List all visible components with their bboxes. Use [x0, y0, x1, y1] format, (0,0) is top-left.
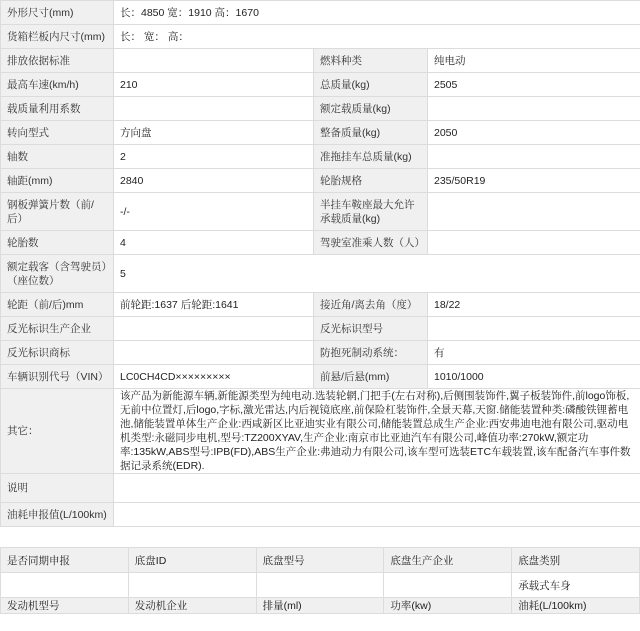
spec-value: -/-	[114, 193, 314, 231]
spec-label: 车辆识别代号（VIN）	[1, 365, 114, 389]
spec-value: 方向盘	[114, 121, 314, 145]
spec-label: 反光标识商标	[1, 341, 114, 365]
spec-row	[1, 145, 640, 169]
spec-label: 反光标识生产企业	[1, 317, 114, 341]
chassis-cell-id	[128, 573, 256, 598]
chassis-header-maker: 底盘生产企业	[384, 548, 512, 573]
chassis-cell-model	[256, 573, 384, 598]
spec-value: 2	[114, 145, 314, 169]
chassis-header-type: 底盘类别	[512, 548, 640, 573]
spec-row	[1, 255, 640, 293]
spec-label: 总质量(kg)	[314, 73, 428, 97]
spec-value	[114, 503, 640, 527]
engine-header-model: 发动机型号	[1, 598, 129, 614]
spec-label: 准拖挂车总质量(kg)	[314, 145, 428, 169]
spec-label: 货箱栏板内尺寸(mm)	[1, 25, 114, 49]
spec-value	[428, 145, 640, 169]
spec-value: 2050	[428, 121, 640, 145]
spec-value: 2505	[428, 73, 640, 97]
spec-value: 4	[114, 231, 314, 255]
spec-row	[1, 389, 640, 474]
spec-value: 1010/1000	[428, 365, 640, 389]
spec-value: 该产品为新能源车辆,新能源类型为纯电动.选装轮辋,门把手(左右对称),后侧围装饰件,翼子板装饰件,前logo饰板,无前中位置灯,后logo,字标,激光雷达,内后视镜底座,前保险杠装饰件,全景天幕,天窗.储能装置种类:磷酸铁锂蓄电池,储能装置单体生产企业:西咸新区比亚迪实业有限公司,储能装置总成生产企业:西安弗迪电池有限公司,驱动电机类型:永磁同步电机,型号:TZ200XYAV,生产企业:南京市比亚迪汽车有限公司,峰值功率:270kW,额定功率:135kW,ABS型号:IPB(FD),ABS生产企业:弗迪动力有限公司,该车型可选装ETC车载装置,该车配备汽车事件数据记录系统(EDR).	[114, 389, 640, 474]
spec-row	[1, 365, 640, 389]
spec-label: 其它：	[1, 389, 114, 474]
chassis-header-model: 底盘型号	[256, 548, 384, 573]
spec-row	[1, 503, 640, 527]
spec-value	[114, 49, 314, 73]
spec-row	[1, 293, 640, 317]
spec-value: LC0CH4CD×××××××××	[114, 365, 314, 389]
spec-label: 额定载质量(kg)	[314, 97, 428, 121]
spec-value	[114, 317, 314, 341]
spec-value: 纯电动	[428, 49, 640, 73]
spec-label: 油耗申报值(L/100km)	[1, 503, 114, 527]
spec-value	[114, 341, 314, 365]
spec-value: 5	[114, 255, 640, 293]
spec-value: 长：4850 宽：1910 高：1670	[114, 1, 640, 25]
spec-value	[114, 474, 640, 503]
spec-label: 轮胎规格	[314, 169, 428, 193]
spec-value: 18/22	[428, 293, 640, 317]
spec-label: 整备质量(kg)	[314, 121, 428, 145]
spec-row	[1, 231, 640, 255]
spec-row	[1, 474, 640, 503]
spec-row	[1, 49, 640, 73]
spec-row	[1, 1, 640, 25]
spec-label: 轴数	[1, 145, 114, 169]
spec-label: 前悬/后悬(mm)	[314, 365, 428, 389]
spec-label: 钢板弹簧片数（前/后）	[1, 193, 114, 231]
spec-value: 210	[114, 73, 314, 97]
spec-label: 半挂车鞍座最大允许承载质量(kg)	[314, 193, 428, 231]
spec-label: 轮胎数	[1, 231, 114, 255]
spec-row	[1, 97, 640, 121]
spec-label: 最高车速(km/h)	[1, 73, 114, 97]
spec-row	[1, 317, 640, 341]
spec-row	[1, 73, 640, 97]
chassis-header-sync: 是否同期申报	[1, 548, 129, 573]
chassis-table	[0, 547, 640, 614]
engine-header-power: 功率(kw)	[384, 598, 512, 614]
chassis-cell-sync	[1, 573, 129, 598]
spec-row	[1, 25, 640, 49]
spec-label: 额定载客（含驾驶员）（座位数）	[1, 255, 114, 293]
spec-value: 2840	[114, 169, 314, 193]
spec-value	[428, 231, 640, 255]
spec-row	[1, 121, 640, 145]
spec-label: 轴距(mm)	[1, 169, 114, 193]
spec-label: 排放依据标准	[1, 49, 114, 73]
spec-value	[428, 317, 640, 341]
spec-label: 驾驶室准乘人数（人）	[314, 231, 428, 255]
spec-label: 说明	[1, 474, 114, 503]
spec-row	[1, 169, 640, 193]
spec-value	[428, 193, 640, 231]
spec-value: 有	[428, 341, 640, 365]
engine-header-maker: 发动机企业	[128, 598, 256, 614]
spec-value: 235/50R19	[428, 169, 640, 193]
chassis-header-id: 底盘ID	[128, 548, 256, 573]
spec-label: 载质量利用系数	[1, 97, 114, 121]
spec-value	[428, 97, 640, 121]
engine-header-consumption: 油耗(L/100km)	[512, 598, 640, 614]
spec-label: 转向型式	[1, 121, 114, 145]
spec-label: 轮距（前/后)mm	[1, 293, 114, 317]
spec-label: 接近角/离去角（度）	[314, 293, 428, 317]
spec-value	[114, 97, 314, 121]
chassis-cell-type: 承载式车身	[512, 573, 640, 598]
spec-row	[1, 341, 640, 365]
spec-label: 燃料种类	[314, 49, 428, 73]
spec-value: 前轮距:1637 后轮距:1641	[114, 293, 314, 317]
spec-label: 外形尺寸(mm)	[1, 1, 114, 25]
spec-value: 长： 宽： 高：	[114, 25, 640, 49]
chassis-cell-maker	[384, 573, 512, 598]
engine-header-displacement: 排量(ml)	[256, 598, 384, 614]
spec-label: 反光标识型号	[314, 317, 428, 341]
spec-row	[1, 193, 640, 231]
spec-label: 防抱死制动系统：	[314, 341, 428, 365]
